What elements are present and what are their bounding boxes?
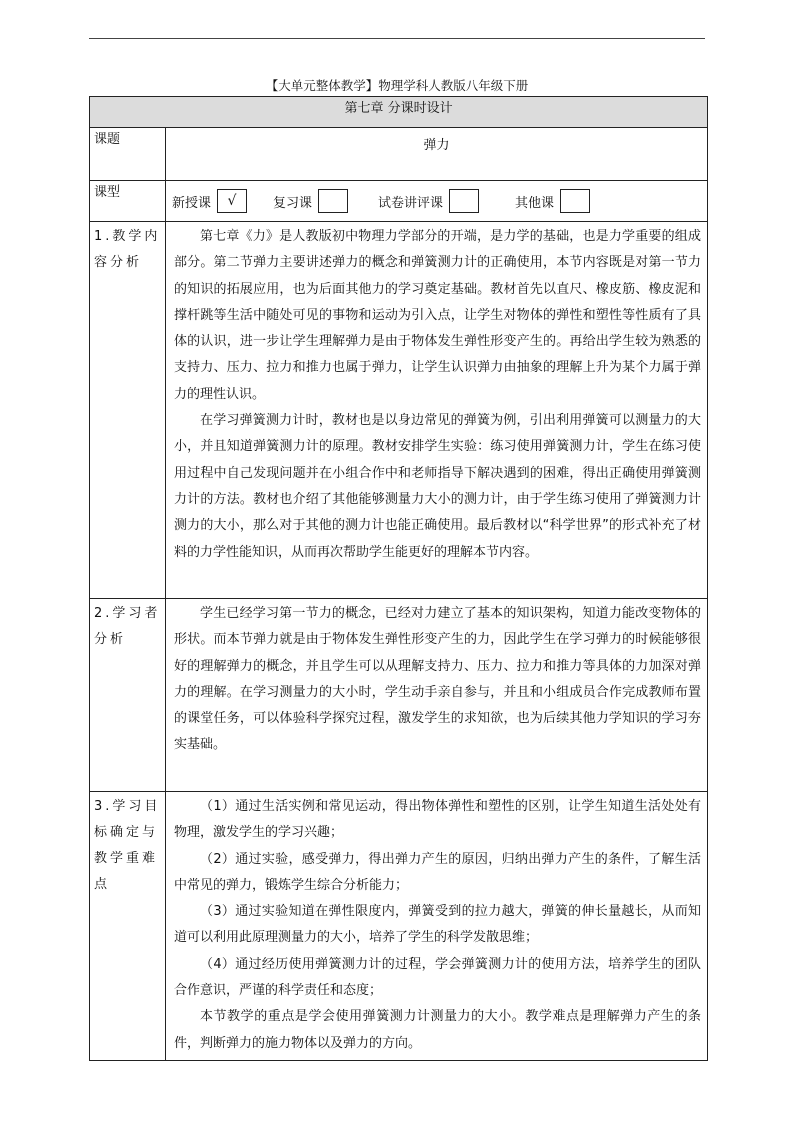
objective-item: （3）通过实验知道在弹性限度内，弹簧受到的拉力越大，弹簧的伸长量越长，从而知道可以利用此原理测量力的大小，培养了学生的科学发散思维；: [174, 904, 702, 946]
topic-value: 弹力: [166, 128, 708, 181]
lesson-type-label: 课型: [90, 181, 166, 222]
topic-row: [90, 128, 708, 181]
content-analysis-label: 1.教学内容分析: [90, 222, 166, 599]
option-checkbox[interactable]: [449, 189, 479, 213]
content-analysis-body: [166, 222, 708, 599]
objective-item: （1）通过生活实例和常见运动，得出物体弹性和塑性的区别，让学生知道生活处处有物理，激发学生的学习兴趣；: [174, 799, 702, 841]
option-exam-review-lesson[interactable]: [378, 189, 479, 213]
header-rule: [89, 38, 705, 39]
learner-analysis-label: 2.学习者分析: [90, 599, 166, 792]
paragraph: 在学习弹簧测力计时，教材也是以身边常见的弹簧为例，引出利用弹簧可以测量力的大小，并且知道弹簧测力计的原理。教材安排学生实验：练习使用弹簧测力计，学生在练习使用过程中自己发现问题并在小组合作中和老师指导下解决遇到的困难，得出正确使用弹簧测力计的方法。教材也介绍了其他能够测量力大小的测力计，由于学生练习使用了弹簧测力计测力的大小，那么对于其他的测力计也能正确使用。最后教材以“科学世界”的形式补充了材料的力学性能知识，从而再次帮助学生能更好的理解本节内容。: [174, 413, 702, 560]
option-checkbox[interactable]: [560, 189, 590, 213]
lesson-type-options: [166, 181, 708, 222]
option-label: 复习课: [273, 195, 313, 211]
objective-item: （4）通过经历使用弹簧测力计的过程，学会弹簧测力计的使用方法，培养学生的团队合作意识，严谨的科学责任和态度；: [174, 956, 702, 999]
document-title: 【大单元整体教学】物理学科人教版八年级下册: [265, 78, 529, 93]
key-difficulty-text: 本节教学的重点是学会使用弹簧测力计测量力的大小。教学难点是理解弹力产生的条件，判断弹力的施力物体以及弹力的方向。: [174, 1009, 702, 1051]
chapter-title: 第七章 分课时设计: [90, 97, 708, 128]
option-label: 其他课: [515, 195, 555, 211]
chapter-row: [90, 97, 708, 128]
objectives-row: [90, 792, 708, 1061]
learner-analysis-row: [90, 599, 708, 792]
option-label: 新授课: [172, 195, 212, 211]
objective-item: （2）通过实验，感受弹力，得出弹力产生的原因，归纳出弹力产生的条件，了解生活中常见的弹力，锻炼学生综合分析能力；: [174, 851, 702, 893]
content-analysis-row: [90, 222, 708, 599]
option-other-lesson[interactable]: [515, 189, 590, 213]
lesson-plan-table: [89, 96, 708, 1061]
learner-analysis-body: [166, 599, 708, 792]
paragraph: 学生已经学习第一节力的概念，已经对力建立了基本的知识架构，知道力能改变物体的形状。而本节弹力就是由于物体发生弹性形变产生的力，因此学生在学习弹力的时候能够很好的理解弹力的概念，并且学生可以从理解支持力、压力、拉力和推力等具体的力加深对弹力的理解。在学习测量力的大小时，学生动手亲自参与，并且和小组成员合作完成教师布置的课堂任务，可以体验科学探究过程，激发学生的求知欲，也为后续其他力学知识的学习夯实基础。: [174, 606, 702, 753]
option-checkbox[interactable]: √: [217, 189, 247, 213]
topic-label: 课题: [90, 128, 166, 181]
option-checkbox[interactable]: [318, 189, 348, 213]
option-new-lesson[interactable]: [172, 189, 247, 213]
option-label: 试卷讲评课: [378, 195, 444, 211]
lesson-type-row: [90, 181, 708, 222]
objectives-body: [166, 792, 708, 1061]
objectives-label: 3.学习目标确定与教学重难点: [90, 792, 166, 1061]
paragraph: 第七章《力》是人教版初中物理力学部分的开端，是力学的基础，也是力学重要的组成部分。第二节弹力主要讲述弹力的概念和弹簧测力计的正确使用，本节内容既是对第一节力的知识的拓展应用，也为后面其他力的学习奠定基础。教材首先以直尺、橡皮筋、橡皮泥和撑杆跳等生活中随处可见的事物和运动为引入点，让学生对物体的弹性和塑性等性质有了具体的认识，进一步让学生理解弹力是由于物体发生弹性形变产生的。再给出学生较为熟悉的支持力、压力、拉力和推力也属于弹力，让学生认识弹力由抽象的理解上升为某个力属于弹力的理性认识。: [174, 229, 702, 402]
option-review-lesson[interactable]: [273, 189, 348, 213]
